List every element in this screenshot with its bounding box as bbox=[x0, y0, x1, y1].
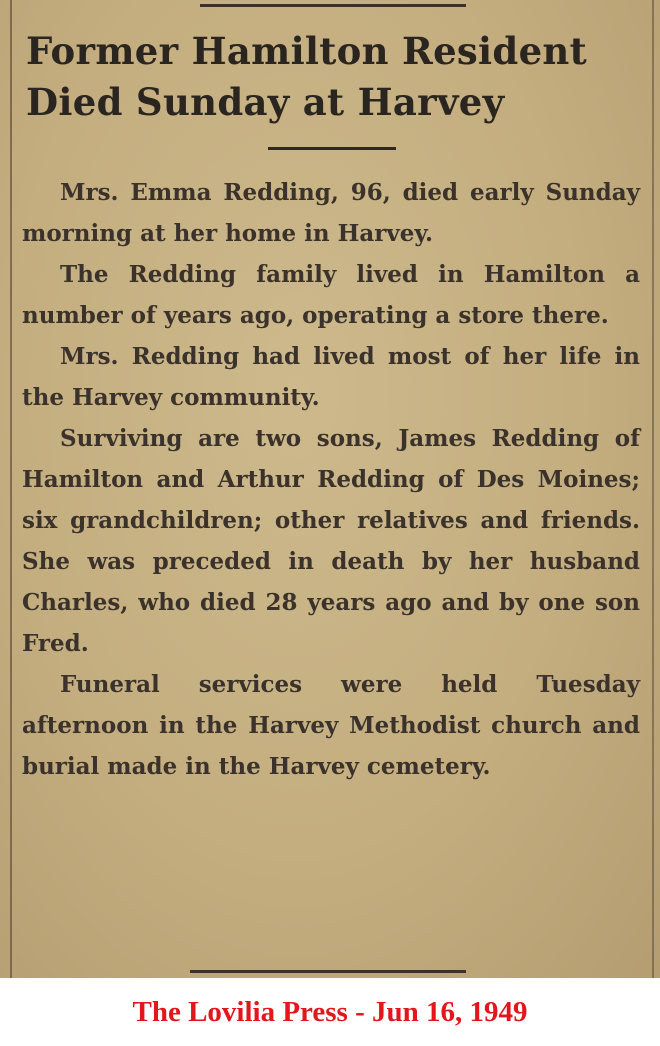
paragraph-death-notice: Mrs. Emma Redding, 96, died early Sunday morning at her home in Harvey. bbox=[22, 179, 640, 247]
article-body bbox=[22, 172, 640, 787]
source-caption: The Lovilia Press - Jun 16, 1949 bbox=[132, 996, 528, 1028]
headline-line-1: Former Hamilton Resident bbox=[26, 29, 588, 73]
headline-divider bbox=[268, 147, 396, 150]
headline bbox=[26, 26, 652, 128]
paragraph-funeral: Funeral services were held Tuesday afternoon in the Harvey Methodist church and burial made in the Harvey cemetery. bbox=[22, 671, 640, 780]
left-column-rule bbox=[10, 0, 12, 978]
paragraph-survivors: Surviving are two sons, James Redding of Hamilton and Arthur Redding of Des Moines; six grandchildren; other relatives and friends. She was preceded in death by her husband Charles, who died 28 years ago and by one son Fred. bbox=[22, 425, 640, 657]
right-column-rule bbox=[652, 0, 654, 978]
paragraph-community: Mrs. Redding had lived most of her life in the Harvey community. bbox=[22, 343, 640, 411]
paragraph-family-store: The Redding family lived in Hamilton a number of years ago, operating a store there. bbox=[22, 261, 640, 329]
bottom-rule bbox=[190, 970, 466, 973]
top-rule bbox=[200, 4, 466, 7]
headline-line-2: Died Sunday at Harvey bbox=[26, 80, 505, 124]
